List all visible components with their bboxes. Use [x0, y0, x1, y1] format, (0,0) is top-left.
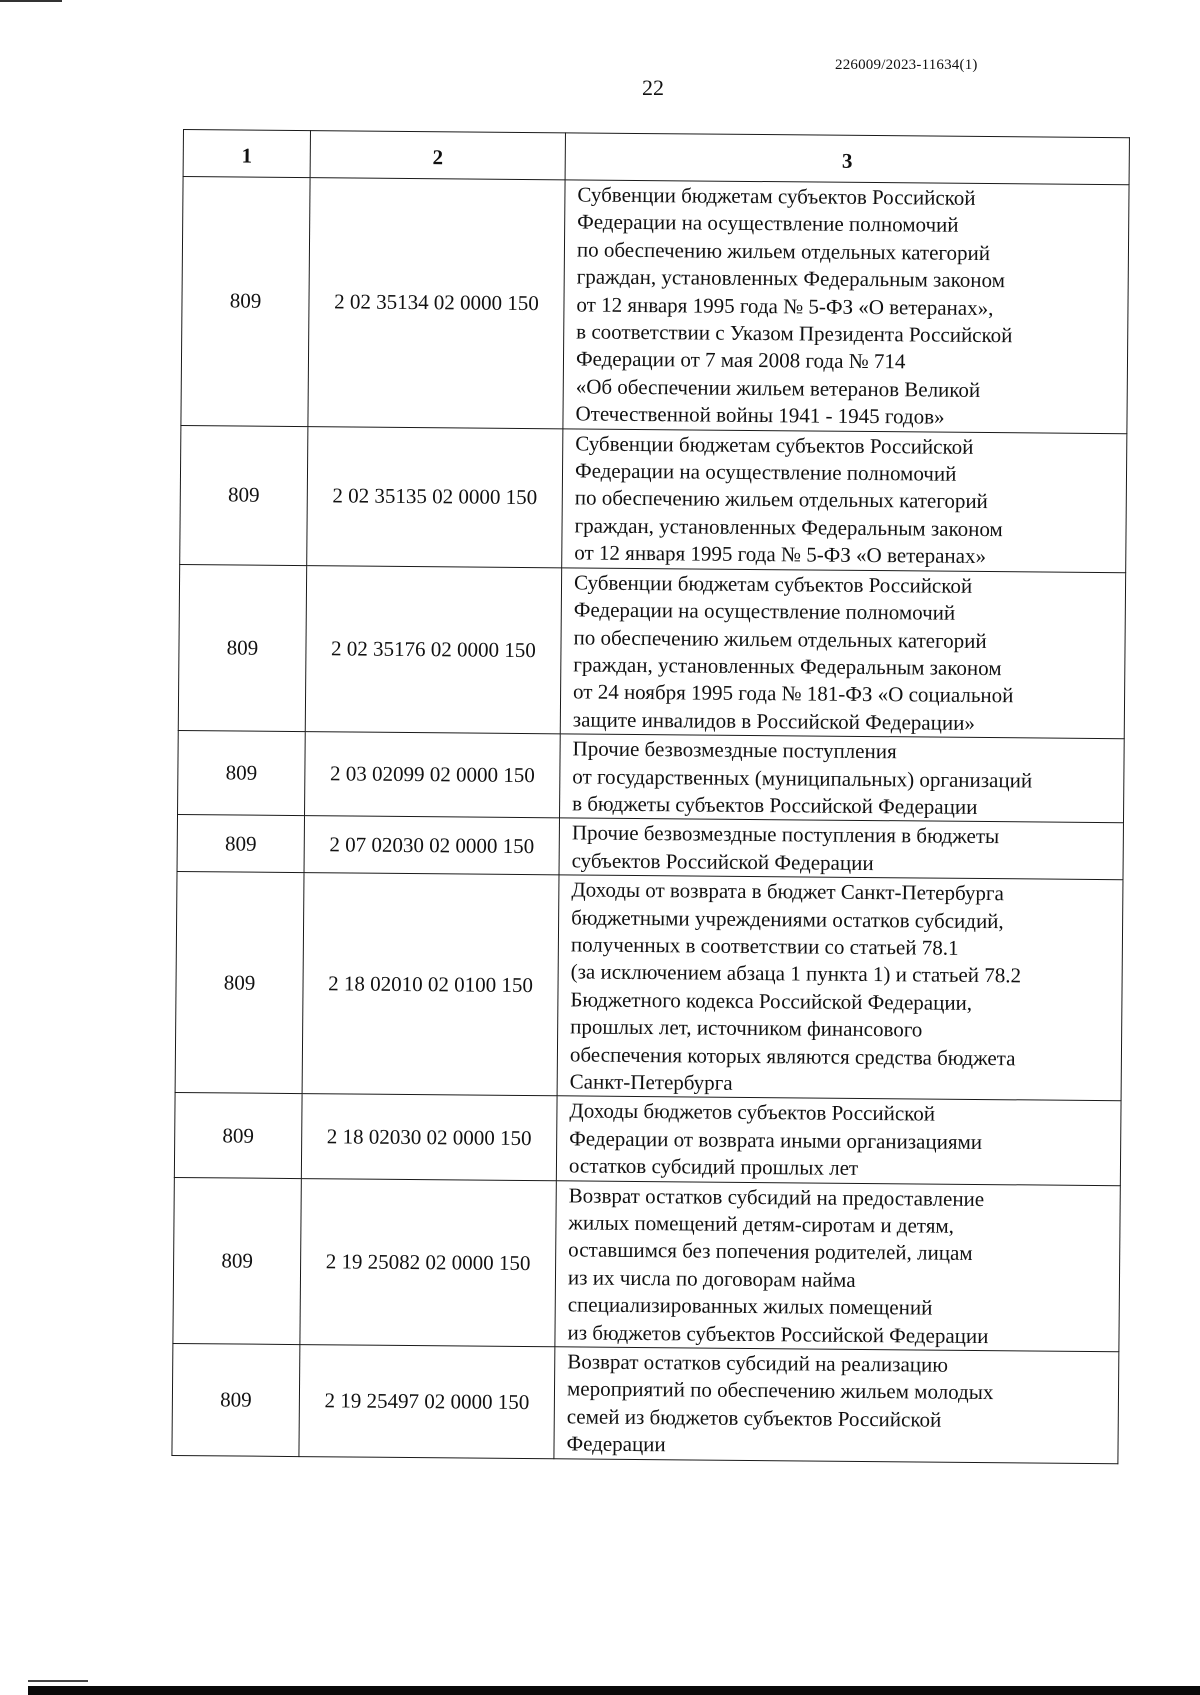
table-header-row: [183, 130, 1129, 185]
page-number: 22: [642, 75, 664, 100]
scan-edge-mark: [0, 0, 62, 2]
admin-code-cell: 809: [174, 1093, 302, 1178]
column-header-1: 1: [183, 130, 310, 178]
budget-revenue-table: [171, 129, 1130, 1464]
description-cell: Субвенции бюджетам субъектов Российской Федерации на осуществление полномочий по обеспечению жильем отдельных категорий граждан, установленных Федеральным законом от 12 января 1995 года № 5-ФЗ «О ветеранах», в соответствии с Указом Президента Российской Федерации от 7 мая 2008 года № 714 «Об обеспечении жильем ветеранов Великой Отечественной войны 1941 - 1945 годов»: [563, 180, 1129, 434]
admin-code-cell: 809: [180, 425, 308, 565]
kbk-code-cell: 2 02 35135 02 0000 150: [307, 426, 563, 567]
table-row: [180, 425, 1127, 572]
admin-code-cell: 809: [178, 731, 306, 816]
column-header-3: 3: [565, 133, 1129, 185]
description-cell: Доходы бюджетов субъектов Российской Федерации от возврата иными организациями остатков субсидий прошлых лет: [556, 1096, 1121, 1185]
kbk-code-cell: 2 18 02030 02 0000 150: [301, 1094, 557, 1180]
kbk-code-cell: 2 07 02030 02 0000 150: [304, 816, 559, 875]
description-cell: Прочие безвозмездные поступления в бюджеты субъектов Российской Федерации: [559, 818, 1123, 880]
admin-code-cell: 809: [175, 872, 304, 1094]
table-row: [178, 731, 1125, 823]
admin-code-cell: 809: [178, 564, 306, 732]
table-row: [174, 1093, 1121, 1185]
description-cell: Возврат остатков субсидий на предоставление жилых помещений детям-сиротам и детям, оставшимся без попечения родителей, лицам из их числа по договорам найма специализированных жилых помещений из бюджетов субъектов Российской Федерации: [555, 1180, 1120, 1351]
table-row: [181, 177, 1129, 434]
description-cell: Прочие безвозмездные поступления от государственных (муниципальных) организаций в бюджеты субъектов Российской Федерации: [560, 734, 1125, 823]
document-registration-number: 226009/2023-11634(1): [835, 57, 978, 73]
admin-code-cell: 809: [181, 177, 310, 427]
kbk-code-cell: 2 19 25497 02 0000 150: [299, 1345, 555, 1459]
description-cell: Возврат остатков субсидий на реализацию мероприятий по обеспечению жильем молодых семей из бюджетов субъектов Российской Федерации: [554, 1347, 1119, 1464]
kbk-code-cell: 2 03 02099 02 0000 150: [305, 732, 561, 818]
kbk-code-cell: 2 02 35176 02 0000 150: [305, 565, 561, 734]
kbk-code-cell: 2 02 35134 02 0000 150: [308, 178, 565, 429]
table-row: [177, 815, 1123, 880]
table-row: [173, 1177, 1120, 1352]
scan-bottom-edge: [28, 1686, 1200, 1695]
table-row: [175, 872, 1123, 1101]
description-cell: Доходы от возврата в бюджет Санкт-Петербурга бюджетными учреждениями остатков субсидий, полученных в соответствии со статьей 78.1 (за исключением абзаца 1 пункта 1) и статьей 78.2 Бюджетного кодекса Российской Федерации, прошлых лет, источником финансового обеспечения которых являются средства бюджета Санкт-Петербурга: [557, 875, 1123, 1101]
kbk-code-cell: 2 19 25082 02 0000 150: [300, 1178, 556, 1347]
description-cell: Субвенции бюджетам субъектов Российской Федерации на осуществление полномочий по обеспечению жильем отдельных категорий граждан, установленных Федеральным законом от 12 января 1995 года № 5-ФЗ «О ветеранах»: [562, 428, 1127, 572]
admin-code-cell: 809: [173, 1177, 301, 1345]
scan-edge-line: [28, 1680, 88, 1682]
description-cell: Субвенции бюджетам субъектов Российской Федерации на осуществление полномочий по обеспечению жильем отдельных категорий граждан, установленных Федеральным законом от 24 ноября 1995 года № 181-ФЗ «О социальной защите инвалидов в Российской Федерации»: [560, 568, 1125, 739]
column-header-2: 2: [310, 131, 565, 180]
kbk-code-cell: 2 18 02010 02 0100 150: [302, 873, 559, 1096]
table-row: [178, 564, 1125, 739]
admin-code-cell: 809: [172, 1344, 300, 1457]
admin-code-cell: 809: [177, 815, 304, 873]
table-row: [172, 1344, 1119, 1464]
